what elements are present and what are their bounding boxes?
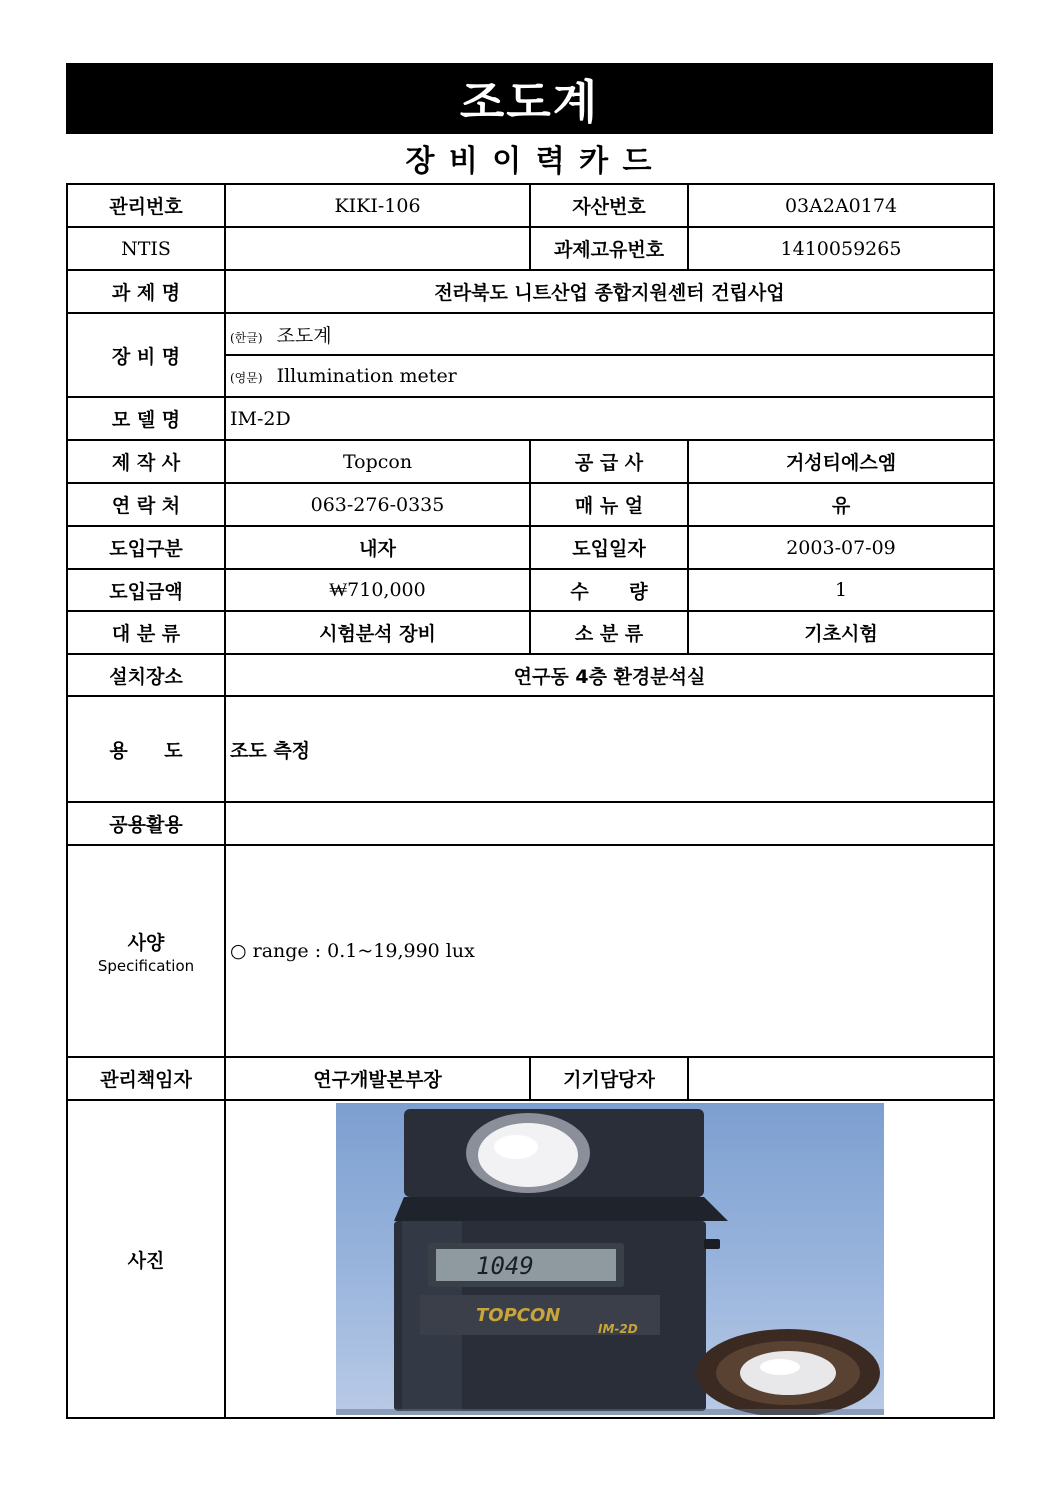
equipment-photo (336, 1103, 884, 1415)
illumination-meter-image (336, 1103, 884, 1415)
row-location (67, 654, 994, 696)
card-subtitle: 장 비 이 력 카 드 (405, 144, 654, 179)
row-equipment-name-ko (67, 313, 994, 355)
row-maker (67, 440, 994, 483)
label-manager: 관리책임자 (67, 1057, 225, 1100)
label-manual: 매 뉴 얼 (530, 483, 688, 526)
row-shared-use (67, 802, 994, 845)
label-project-id: 과제고유번호 (530, 227, 688, 270)
row-ntis (67, 227, 994, 270)
model-mark: IM-2D (597, 1322, 638, 1336)
value-operator (688, 1057, 994, 1100)
label-major-class: 대 분 류 (67, 611, 225, 654)
row-intro-amount (67, 569, 994, 611)
value-project-id: 1410059265 (688, 227, 994, 270)
row-model (67, 397, 994, 440)
value-intro-amount: ₩710,000 (225, 569, 530, 611)
label-maker: 제 작 사 (67, 440, 225, 483)
label-asset-no: 자산번호 (530, 184, 688, 227)
row-contact (67, 483, 994, 526)
row-photo (67, 1100, 994, 1418)
row-purpose (67, 696, 994, 802)
brand-logo: TOPCON (475, 1305, 560, 1326)
row-manager (67, 1057, 994, 1100)
value-name-en-cell (225, 355, 994, 397)
photo-bottom-shadow (336, 1409, 884, 1415)
row-intro-type (67, 526, 994, 569)
label-operator: 기기담당자 (530, 1057, 688, 1100)
english-tag: (영문) (230, 371, 263, 385)
value-maker: Topcon (225, 440, 530, 483)
label-location: 설치장소 (67, 654, 225, 696)
label-photo: 사진 (67, 1100, 225, 1418)
label-intro-amount: 도입금액 (67, 569, 225, 611)
label-model: 모 델 명 (67, 397, 225, 440)
value-location: 연구동 4층 환경분석실 (225, 654, 994, 696)
label-spec-cell (67, 845, 225, 1057)
lcd-reading: 1049 (475, 1252, 534, 1280)
label-shared-use: 공용활용 (67, 802, 225, 845)
label-spec: 사양 (127, 931, 165, 954)
label-contact: 연 락 처 (67, 483, 225, 526)
card-banner-title: 조도계 (66, 63, 993, 134)
label-equipment-name: 장 비 명 (67, 313, 225, 397)
row-spec (67, 845, 994, 1057)
meter-head-edge (394, 1197, 728, 1221)
value-major-class: 시험분석 장비 (225, 611, 530, 654)
sensor-highlight (494, 1135, 538, 1159)
value-name-ko-cell (225, 313, 994, 355)
value-minor-class: 기초시험 (688, 611, 994, 654)
value-model: IM-2D (225, 397, 994, 440)
label-project-name: 과 제 명 (67, 270, 225, 313)
value-shared-use (225, 802, 994, 845)
value-project-name: 전라북도 니트산업 종합지원센터 건립사업 (225, 270, 994, 313)
value-intro-type: 내자 (225, 526, 530, 569)
row-class (67, 611, 994, 654)
value-asset-no: 03A2A0174 (688, 184, 994, 227)
value-contact: 063-276-0335 (225, 483, 530, 526)
korean-tag: (한글) (230, 330, 263, 345)
value-intro-date: 2003-07-09 (688, 526, 994, 569)
value-supplier: 거성티에스엠 (688, 440, 994, 483)
value-purpose: 조도 측정 (225, 696, 994, 802)
value-quantity: 1 (688, 569, 994, 611)
label-purpose: 용 도 (67, 696, 225, 802)
photo-cell (225, 1100, 994, 1418)
label-ntis: NTIS (67, 227, 225, 270)
value-ntis (225, 227, 530, 270)
label-minor-class: 소 분 류 (530, 611, 688, 654)
row-project-name (67, 270, 994, 313)
value-manual: 유 (688, 483, 994, 526)
value-manager: 연구개발본부장 (225, 1057, 530, 1100)
value-name-ko: 조도계 (276, 324, 332, 347)
label-mgmt-no: 관리번호 (67, 184, 225, 227)
label-intro-type: 도입구분 (67, 526, 225, 569)
detached-sensor-highlight (760, 1359, 800, 1375)
equipment-history-table (66, 183, 995, 1419)
side-button (704, 1239, 720, 1249)
value-mgmt-no: KIKI-106 (225, 184, 530, 227)
label-supplier: 공 급 사 (530, 440, 688, 483)
label-intro-date: 도입일자 (530, 526, 688, 569)
label-spec-en: Specification (97, 956, 195, 975)
label-quantity: 수 량 (530, 569, 688, 611)
row-mgmt-no (67, 184, 994, 227)
value-name-en: Illumination meter (276, 365, 457, 387)
value-spec: ○ range : 0.1~19,990 lux (225, 845, 994, 1057)
